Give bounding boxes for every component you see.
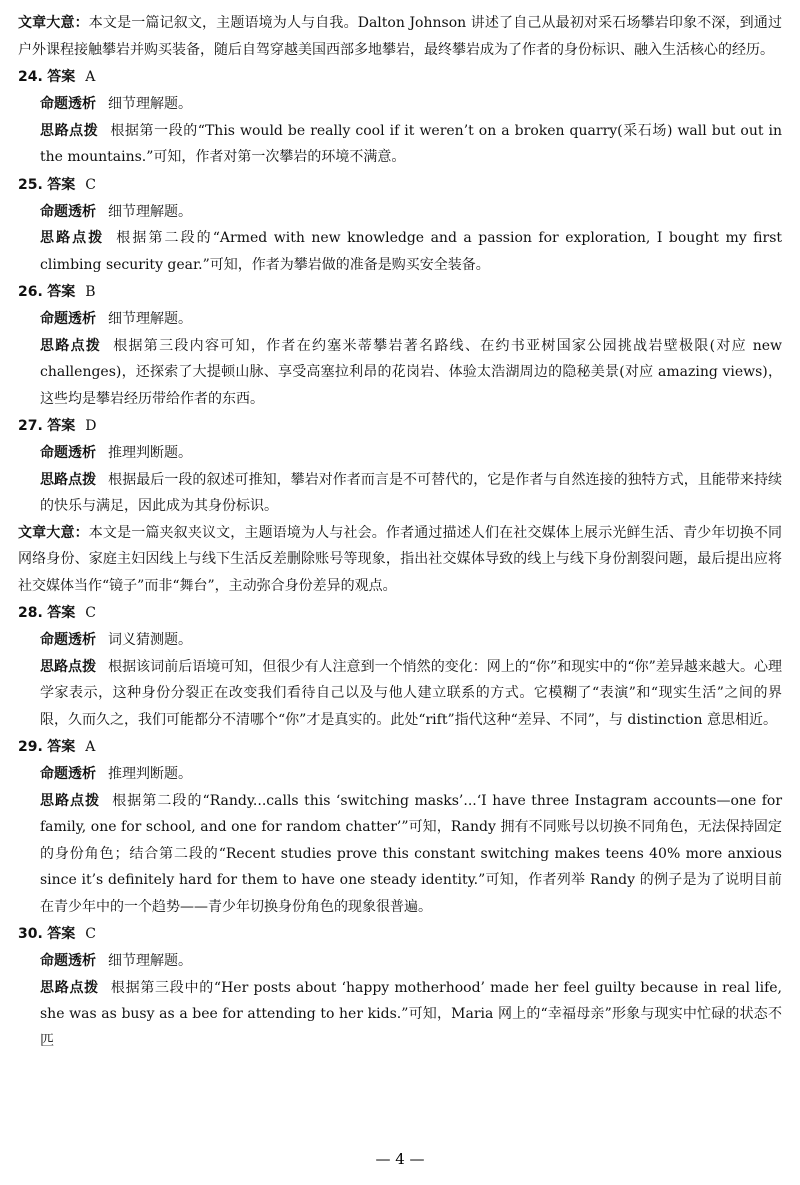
answer-value: C	[85, 176, 96, 193]
hint-label: 思路点拨	[40, 337, 102, 354]
analysis-line	[18, 627, 782, 654]
analysis-label: 命题透析	[40, 311, 96, 327]
passage-summary-1	[18, 10, 782, 63]
hint-label: 思路点拨	[40, 979, 99, 996]
hint-text: 根据该词前后语境可知，但很少有人注意到一个悄然的变化：网上的“你”和现实中的“你”差异越来越大。心理学家表示，这种身份分裂正在改变我们看待自己以及与他人建立联系的方式。它模糊了“表演”和“现实生活”之间的界限，久而久之，我们可能都分不清哪个“你”才是真实的。此处“rift”指代这种“差异、不同”，与 distinction 意思相近。	[40, 658, 782, 728]
summary-label: 文章大意：	[18, 524, 89, 541]
question-number: 26.	[18, 284, 43, 300]
hint-label: 思路点拨	[40, 658, 97, 675]
hint-line	[18, 225, 782, 278]
passage-summary-2	[18, 520, 782, 600]
analysis-text: 词义猜测题。	[108, 632, 192, 648]
analysis-label: 命题透析	[40, 953, 96, 969]
analysis-text: 细节理解题。	[108, 96, 192, 112]
answer-value: C	[85, 926, 96, 942]
analysis-line	[18, 948, 782, 975]
question-26	[18, 278, 782, 412]
answer-value: A	[85, 739, 96, 755]
answer-line	[18, 171, 782, 199]
analysis-line	[18, 306, 782, 333]
hint-text: 根据第三段中的“Her posts about ‘happy motherhood’ made her feel guilty because in real life, she was as busy as a bee for attending to her kids.”可知，Maria 网上的“幸福母亲”形象与现实中忙碌的状态不匹	[40, 979, 783, 1049]
analysis-text: 推理判断题。	[108, 766, 192, 782]
answer-label: 答案	[47, 284, 76, 300]
analysis-label: 命题透析	[40, 632, 96, 648]
hint-line	[18, 975, 782, 1055]
hint-text: 根据最后一段的叙述可推知，攀岩对作者而言是不可替代的，它是作者与自然连接的独特方式，且能带来持续的快乐与满足，因此成为其身份标识。	[40, 471, 783, 514]
answer-line	[18, 278, 782, 306]
summary-text: 本文是一篇记叙文，主题语境为人与自我。Dalton Johnson 讲述了自己从最初对采石场攀岩印象不深，到通过户外课程接触攀岩并购买装备，随后自驾穿越美国西部多地攀岩，最终攀岩成为了作者的身份标识、融入生活核心的经历。	[18, 15, 782, 58]
hint-line	[18, 118, 782, 171]
answer-label: 答案	[47, 605, 76, 621]
analysis-line	[18, 199, 782, 226]
question-30	[18, 920, 782, 1054]
summary-label: 文章大意：	[18, 15, 89, 31]
answer-line	[18, 599, 782, 627]
hint-line	[18, 788, 782, 921]
hint-text: 根据第二段的“Randy...calls this ‘switching masks’...‘I have three Instagram accounts—one for family, one for school, and one for random chatter’”可知，Randy 拥有不同账号以切换不同角色，无法保持固定的身份角色；结合第二段的“Recent studies prove this constant switching makes teens 40% more anxious since it’s definitely hard for them to have one steady identity.”可知，作者列举 Randy 的例子是为了说明目前在青少年中的一个趋势——青少年切换身份角色的现象很普遍。	[40, 792, 783, 915]
answer-label: 答案	[47, 176, 76, 193]
hint-line	[18, 654, 782, 734]
summary-text: 本文是一篇夹叙夹议文，主题语境为人与社会。作者通过描述人们在社交媒体上展示光鲜生活、青少年切换不同网络身份、家庭主妇因线上与线下生活反差删除账号等现象，指出社交媒体导致的线上与线下身份割裂问题，最后提出应将社交媒体当作“镜子”而非“舞台”，主动弥合身份差异的观点。	[18, 524, 783, 594]
analysis-text: 细节理解题。	[108, 203, 192, 220]
hint-line	[18, 467, 782, 520]
answer-line	[18, 63, 782, 91]
question-25	[18, 171, 782, 279]
question-27	[18, 412, 782, 520]
hint-label: 思路点拨	[40, 122, 99, 139]
analysis-label: 命题透析	[40, 445, 96, 461]
answer-line	[18, 733, 782, 761]
analysis-label: 命题透析	[40, 96, 96, 112]
question-number: 25.	[18, 176, 43, 193]
answer-label: 答案	[47, 418, 76, 434]
answer-line	[18, 412, 782, 440]
question-number: 24.	[18, 69, 43, 85]
analysis-label: 命题透析	[40, 203, 96, 220]
answer-value: B	[85, 284, 96, 300]
hint-label: 思路点拨	[40, 471, 97, 488]
question-number: 30.	[18, 926, 43, 942]
hint-text: 根据第三段内容可知，作者在约塞米蒂攀岩著名路线、在约书亚树国家公园挑战岩壁极限(对应 new challenges)，还探索了大提顿山脉、享受高塞拉利昂的花岗岩、体验太浩湖周边的隐秘美景(对应 amazing views)，这些均是攀岩经历带给作者的东西。	[40, 337, 783, 407]
answer-label: 答案	[47, 739, 76, 755]
page-number: — 4 —	[375, 1150, 425, 1168]
analysis-line	[18, 91, 782, 118]
hint-line	[18, 333, 782, 413]
analysis-text: 细节理解题。	[108, 311, 192, 327]
answer-line	[18, 920, 782, 948]
question-24	[18, 63, 782, 171]
question-number: 29.	[18, 739, 43, 755]
question-28	[18, 599, 782, 733]
question-29	[18, 733, 782, 920]
hint-label: 思路点拨	[40, 230, 105, 246]
answer-value: A	[85, 69, 96, 85]
question-number: 28.	[18, 605, 43, 621]
answer-label: 答案	[47, 926, 76, 942]
analysis-label: 命题透析	[40, 766, 96, 782]
answer-label: 答案	[47, 69, 76, 85]
hint-text: 根据第一段的“This would be really cool if it weren’t on a broken quarry(采石场) wall but out in the mountains.”可知，作者对第一次攀岩的环境不满意。	[40, 122, 783, 165]
analysis-text: 推理判断题。	[108, 445, 192, 461]
hint-label: 思路点拨	[40, 792, 101, 809]
analysis-line	[18, 761, 782, 788]
analysis-line	[18, 440, 782, 467]
answer-value: D	[85, 418, 97, 434]
hint-text: 根据第二段的“Armed with new knowledge and a passion for exploration, I bought my first climbing security gear.”可知，作者为攀岩做的准备是购买安全装备。	[40, 230, 782, 273]
answer-value: C	[85, 605, 96, 621]
analysis-text: 细节理解题。	[108, 953, 192, 969]
question-number: 27.	[18, 418, 43, 434]
